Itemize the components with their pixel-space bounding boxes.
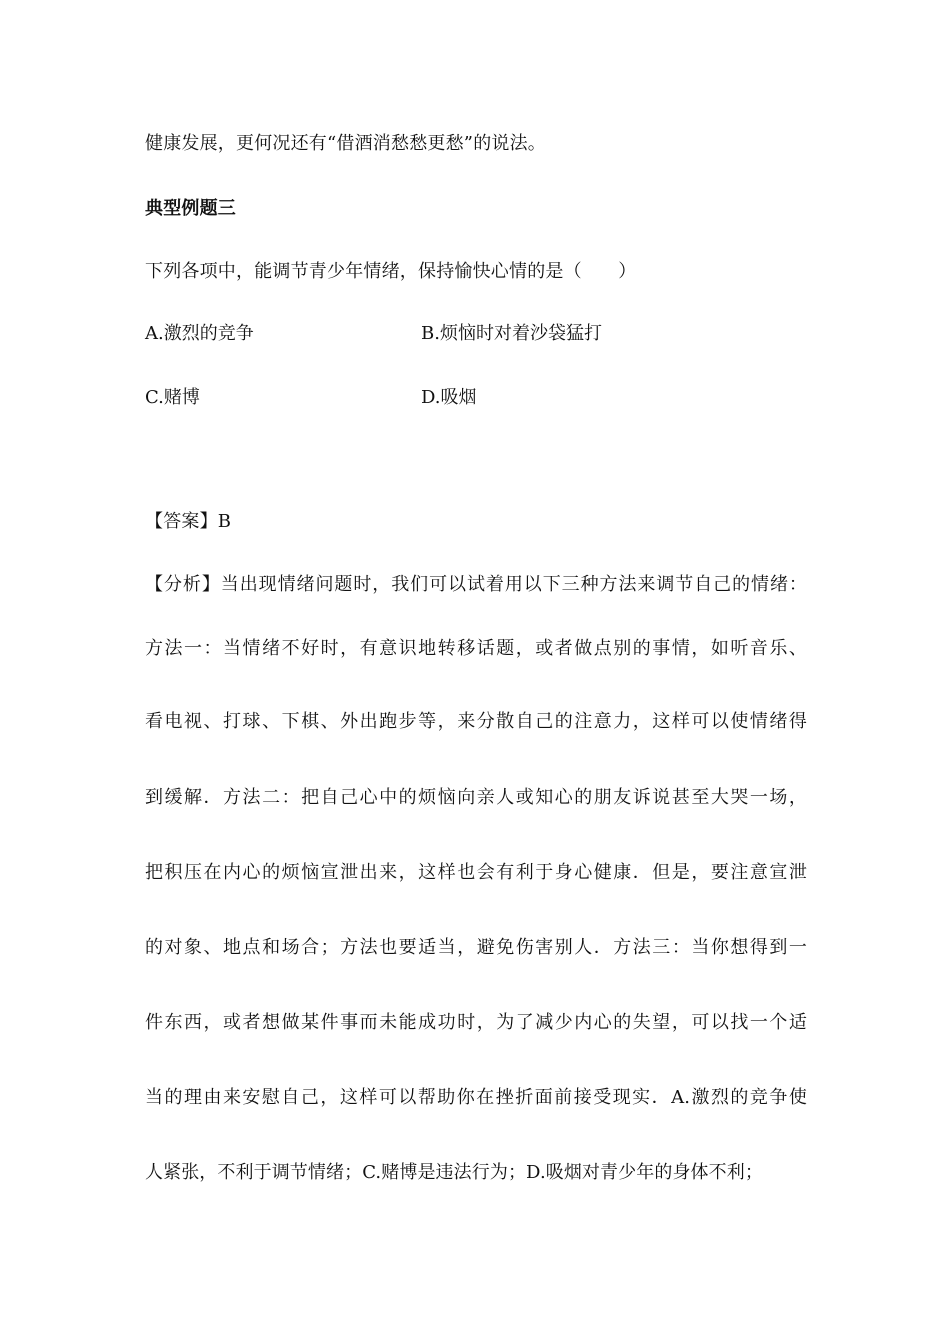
analysis-line: 看电视、打球、下棋、外出跑步等，来分散自己的注意力，这样可以使情绪得: [145, 711, 807, 732]
continuation-text: 健康发展，更何况还有“借酒消愁愁更愁”的说法。: [145, 133, 547, 154]
section-heading: 典型例题三: [145, 198, 236, 219]
analysis-line: 到缓解．方法二：把自己心中的烦恼向亲人或知心的朋友诉说甚至大哭一场，: [145, 787, 807, 808]
analysis-line: 的对象、地点和场合；方法也要适当，避免伤害别人．方法三：当你想得到一: [145, 937, 807, 958]
option-a: A.激烈的竞争: [145, 323, 254, 344]
analysis-line: 当的理由来安慰自己，这样可以帮助你在挫折面前接受现实．A.激烈的竞争使: [145, 1087, 807, 1108]
option-b: B.烦恼时对着沙袋猛打: [421, 323, 602, 344]
option-c: C.赌博: [145, 387, 200, 408]
analysis-line: 人紧张，不利于调节情绪；C.赌博是违法行为；D.吸烟对青少年的身体不利；: [145, 1162, 763, 1183]
analysis-line: 【分析】当出现情绪问题时，我们可以试着用以下三种方法来调节自己的情绪：: [145, 574, 807, 595]
analysis-line: 件东西，或者想做某件事而未能成功时，为了减少内心的失望，可以找一个适: [145, 1012, 807, 1033]
analysis-line: 方法一：当情绪不好时，有意识地转移话题，或者做点别的事情，如听音乐、: [145, 638, 807, 659]
analysis-line: 把积压在内心的烦恼宣泄出来，这样也会有利于身心健康．但是，要注意宣泄: [145, 862, 807, 883]
option-d: D.吸烟: [421, 387, 477, 408]
answer-text: 【答案】B: [145, 511, 232, 532]
question-text: 下列各项中，能调节青少年情绪，保持愉快心情的是（ ）: [145, 261, 637, 282]
